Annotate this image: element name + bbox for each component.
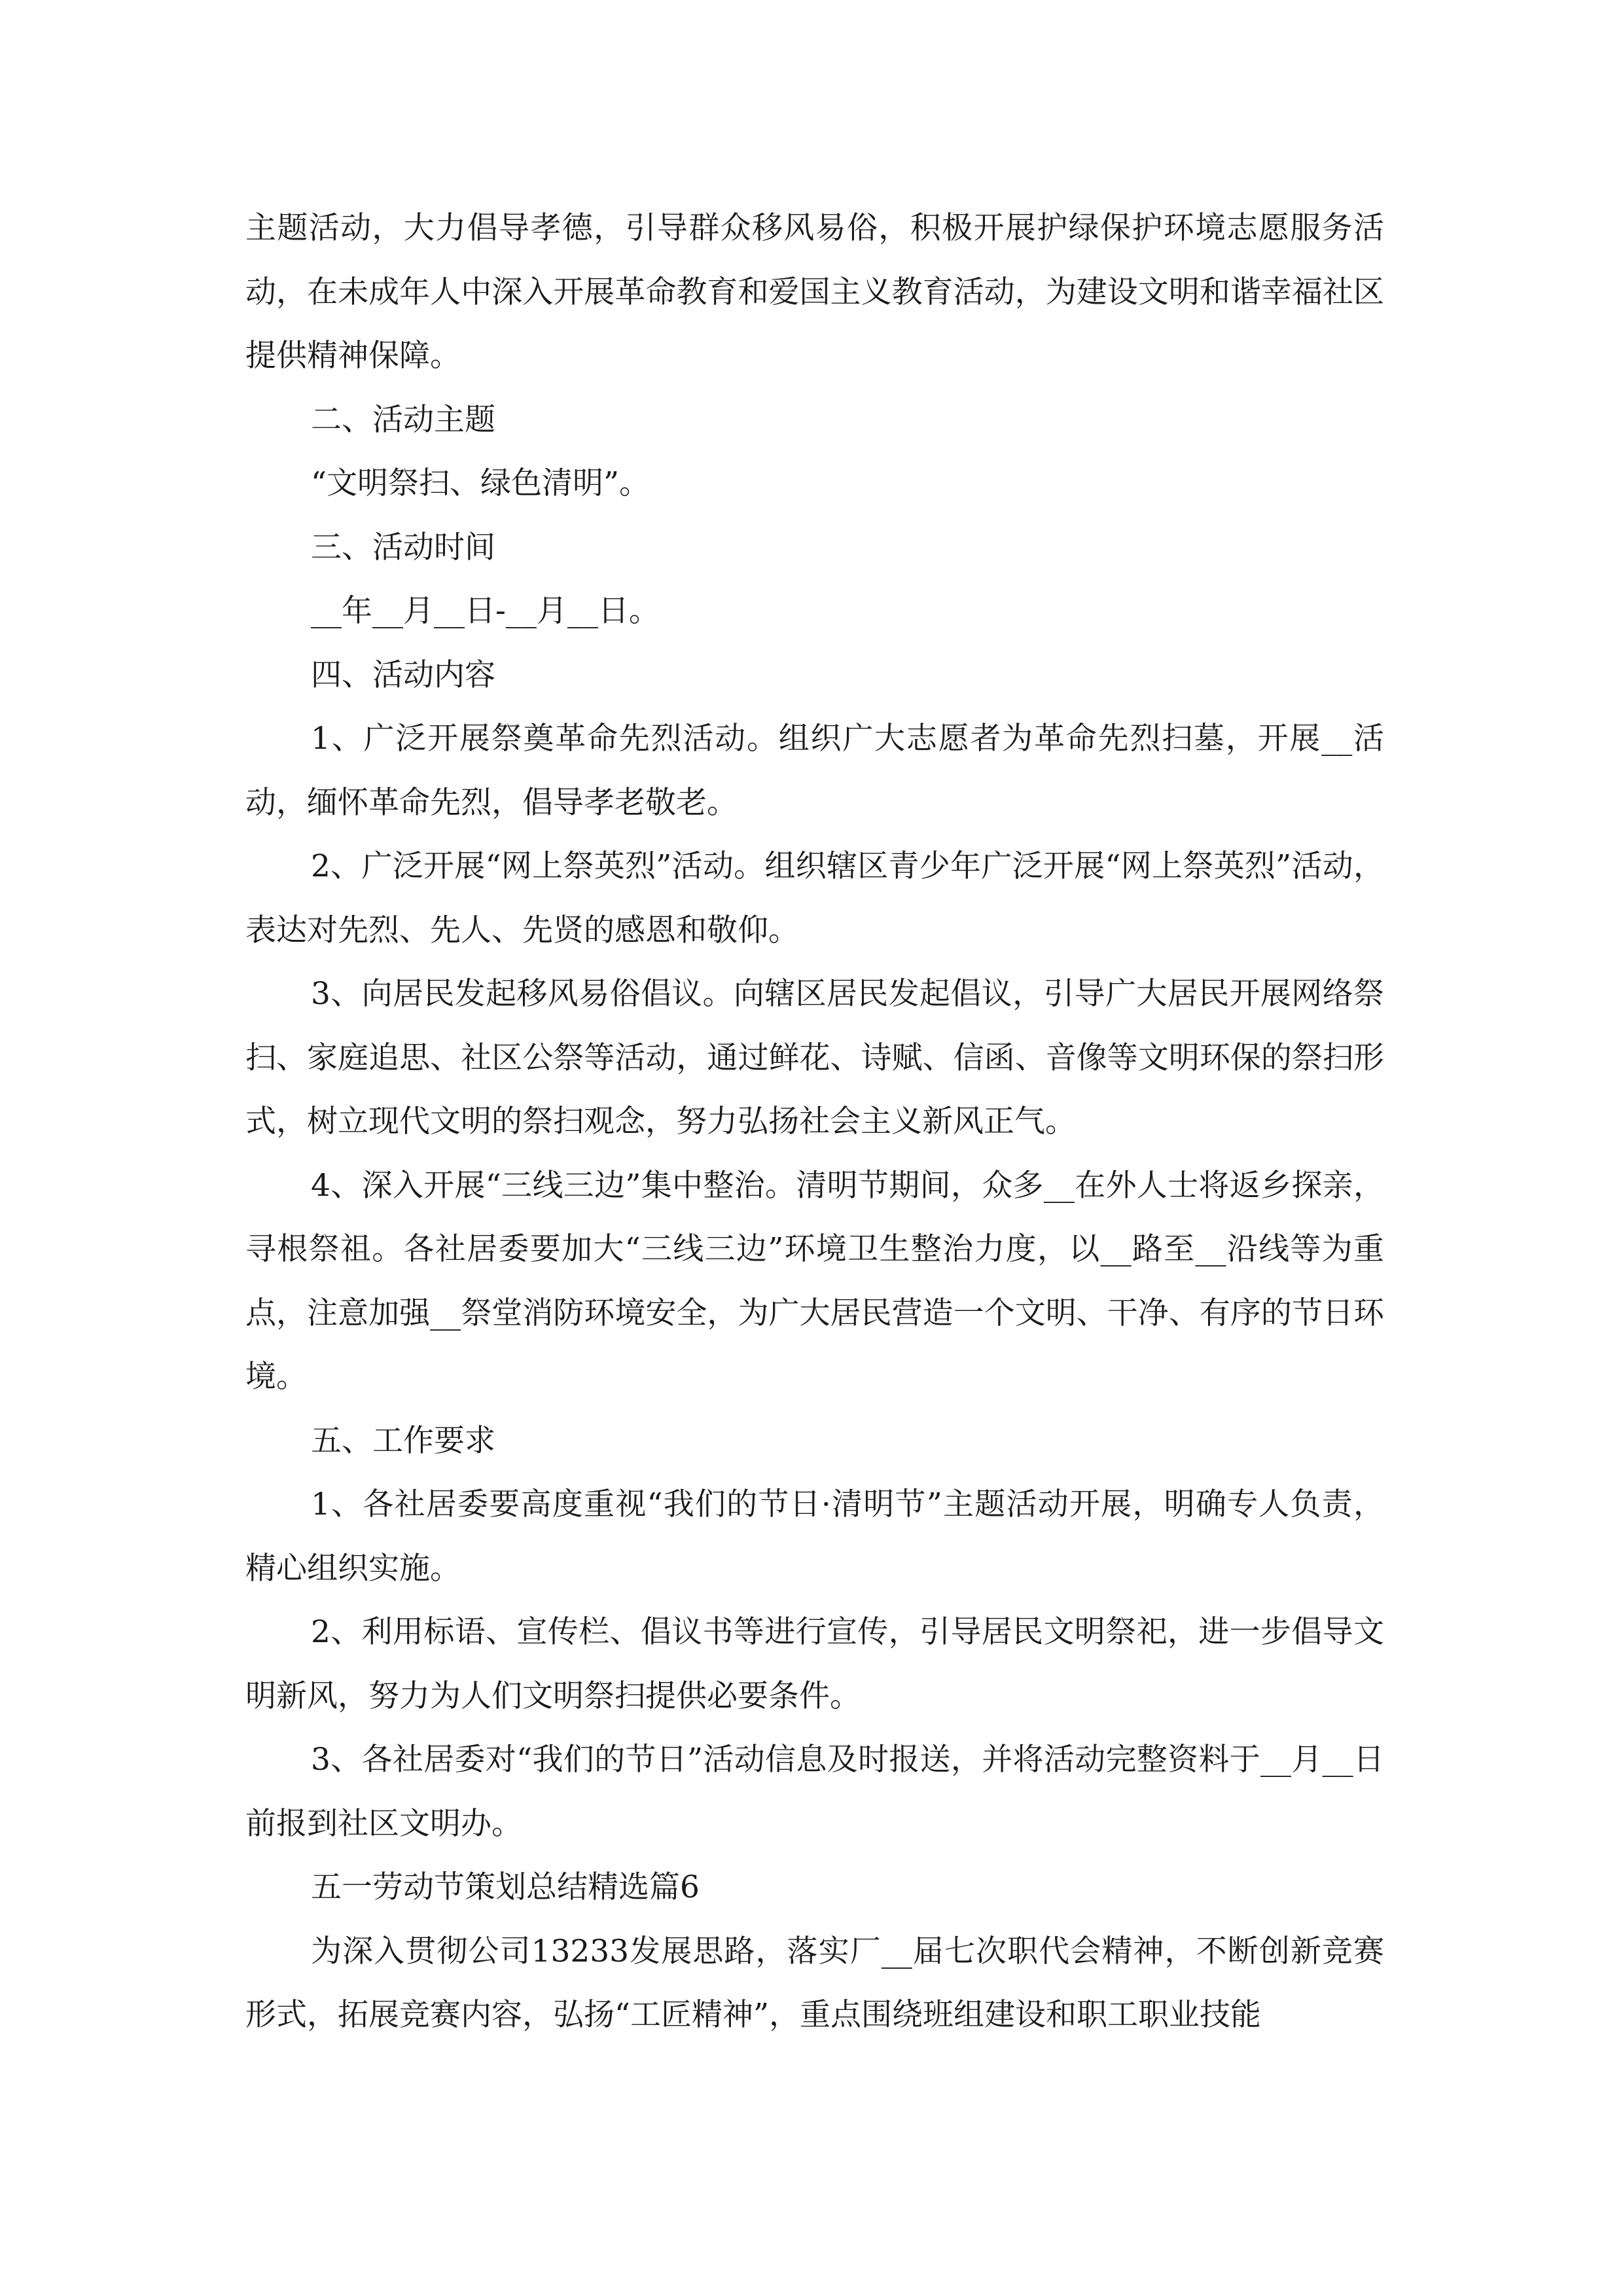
heading-activity-theme: 二、活动主题 [311, 401, 495, 438]
paragraph-article-6-intro: 为深入贯彻公司13233发展思路，落实厂__届七次职代会精神，不断创新竞赛形式，拓展竞赛内容，弘扬“工匠精神”，重点围绕班组建设和职工职业技能 [245, 1933, 1384, 2033]
paragraph-theme-slogan: “文明祭扫、绿色清明”。 [311, 465, 651, 501]
paragraph-intro-continuation: 主题活动，大力倡导孝德，引导群众移风易俗，积极开展护绿保护环境志愿服务活动，在未成年人中深入开展革命教育和爱国主义教育活动，为建设文明和谐幸福社区提供精神保障。 [245, 210, 1384, 374]
paragraph-requirement-1: 1、各社居委要高度重视“我们的节日·清明节”主题活动开展，明确专人负责，精心组织实施。 [245, 1486, 1384, 1587]
paragraph-requirement-3: 3、各社居委对“我们的节日”活动信息及时报送，并将活动完整资料于__月__日前报到社区文明办。 [245, 1742, 1384, 1842]
paragraph-time-range: __年__月__日-__月__日。 [311, 593, 660, 629]
heading-work-requirements: 五、工作要求 [311, 1422, 495, 1459]
heading-activity-content: 四、活动内容 [311, 656, 495, 693]
heading-article-6: 五一劳动节策划总结精选篇6 [311, 1869, 700, 1905]
paragraph-content-item-4: 4、深入开展“三线三边”集中整治。清明节期间，众多__在外人士将返乡探亲，寻根祭祖。各社居委要加大“三线三边”环境卫生整治力度，以__路至__沿线等为重点，注意加强__祭堂消防环境安全，为广大居民营造一个文明、干净、有序的节日环境。 [245, 1167, 1384, 1395]
paragraph-content-item-1: 1、广泛开展祭奠革命先烈活动。组织广大志愿者为革命先烈扫墓，开展__活动，缅怀革命先烈，倡导孝老敬老。 [245, 721, 1384, 821]
paragraph-content-item-2: 2、广泛开展“网上祭英烈”活动。组织辖区青少年广泛开展“网上祭英烈”活动，表达对先烈、先人、先贤的感恩和敬仰。 [245, 848, 1384, 948]
paragraph-requirement-2: 2、利用标语、宣传栏、倡议书等进行宣传，引导居民文明祭祀，进一步倡导文明新风，努力为人们文明祭扫提供必要条件。 [245, 1614, 1384, 1714]
document-body [245, 196, 1384, 2047]
heading-activity-time: 三、活动时间 [311, 529, 495, 565]
paragraph-content-item-3: 3、向居民发起移风易俗倡议。向辖区居民发起倡议，引导广大居民开展网络祭扫、家庭追思、社区公祭等活动，通过鲜花、诗赋、信函、音像等文明环保的祭扫形式，树立现代文明的祭扫观念，努力弘扬社会主义新风正气。 [245, 976, 1384, 1139]
